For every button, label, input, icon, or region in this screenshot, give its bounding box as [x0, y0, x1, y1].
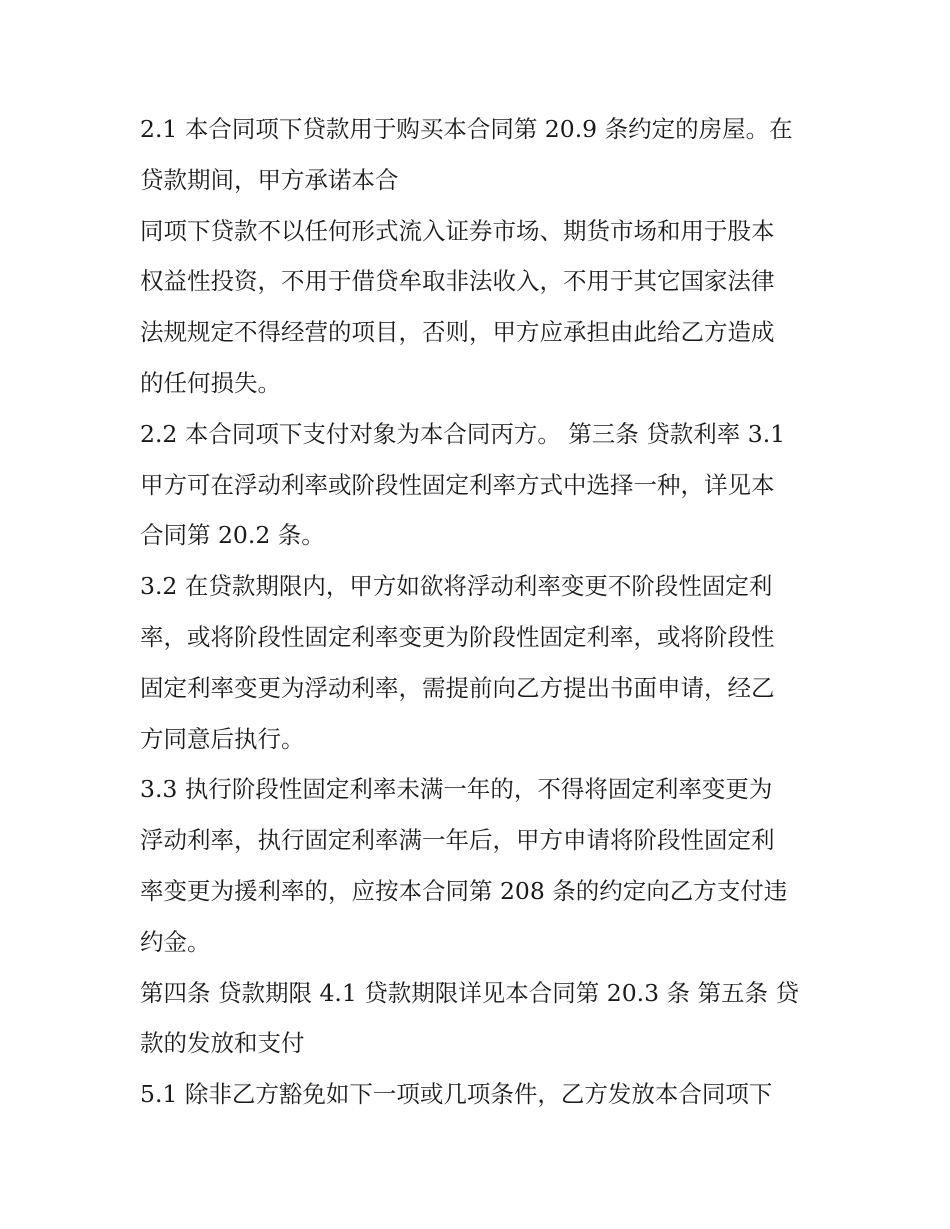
text-line: 权益性投资，不用于借贷牟取非法收入，不用于其它国家法律 — [140, 267, 775, 296]
text-line: 率，或将阶段性固定利率变更为阶段性固定利率，或将阶段性 — [140, 622, 775, 651]
text-line: 3.2 在贷款期限内，甲方如欲将浮动利率变更不阶段性固定利 — [140, 572, 773, 601]
contract-text — [140, 104, 820, 1120]
text-line: 款的发放和支付 — [140, 1029, 305, 1058]
text-line: 的任何损失。 — [140, 368, 281, 397]
text-line: 合同第 20.2 条。 — [140, 521, 325, 550]
text-line: 同项下贷款不以任何形式流入证券市场、期货市场和用于股本 — [140, 216, 775, 245]
text-line: 率变更为援利率的，应按本合同第 208 条的约定向乙方支付违 — [140, 876, 788, 905]
text-line: 甲方可在浮动利率或阶段性固定利率方式中选择一种，详见本 — [140, 470, 775, 499]
text-line: 第四条 贷款期限 4.1 贷款期限详见本合同第 20.3 条 第五条 贷 — [140, 978, 799, 1007]
text-line: 固定利率变更为浮动利率，需提前向乙方提出书面申请，经乙 — [140, 673, 775, 702]
text-line: 贷款期间，甲方承诺本合 — [140, 165, 399, 194]
text-line: 方同意后执行。 — [140, 724, 305, 753]
text-line: 2.1 本合同项下贷款用于购买本合同第 20.9 条约定的房屋。在 — [140, 115, 793, 143]
text-line: 3.3 执行阶段性固定利率未满一年的，不得将固定利率变更为 — [140, 775, 773, 804]
text-line: 约金。 — [140, 927, 211, 956]
text-line: 法规规定不得经营的项目，否则，甲方应承担由此给乙方造成 — [140, 318, 775, 347]
text-line: 浮动利率，执行固定利率满一年后，甲方申请将阶段性固定利 — [140, 826, 775, 855]
text-line: 5.1 除非乙方豁免如下一项或几项条件，乙方发放本合同项下 — [140, 1080, 773, 1109]
text-line: 2.2 本合同项下支付对象为本合同丙方。 第三条 贷款利率 3.1 — [140, 419, 786, 448]
